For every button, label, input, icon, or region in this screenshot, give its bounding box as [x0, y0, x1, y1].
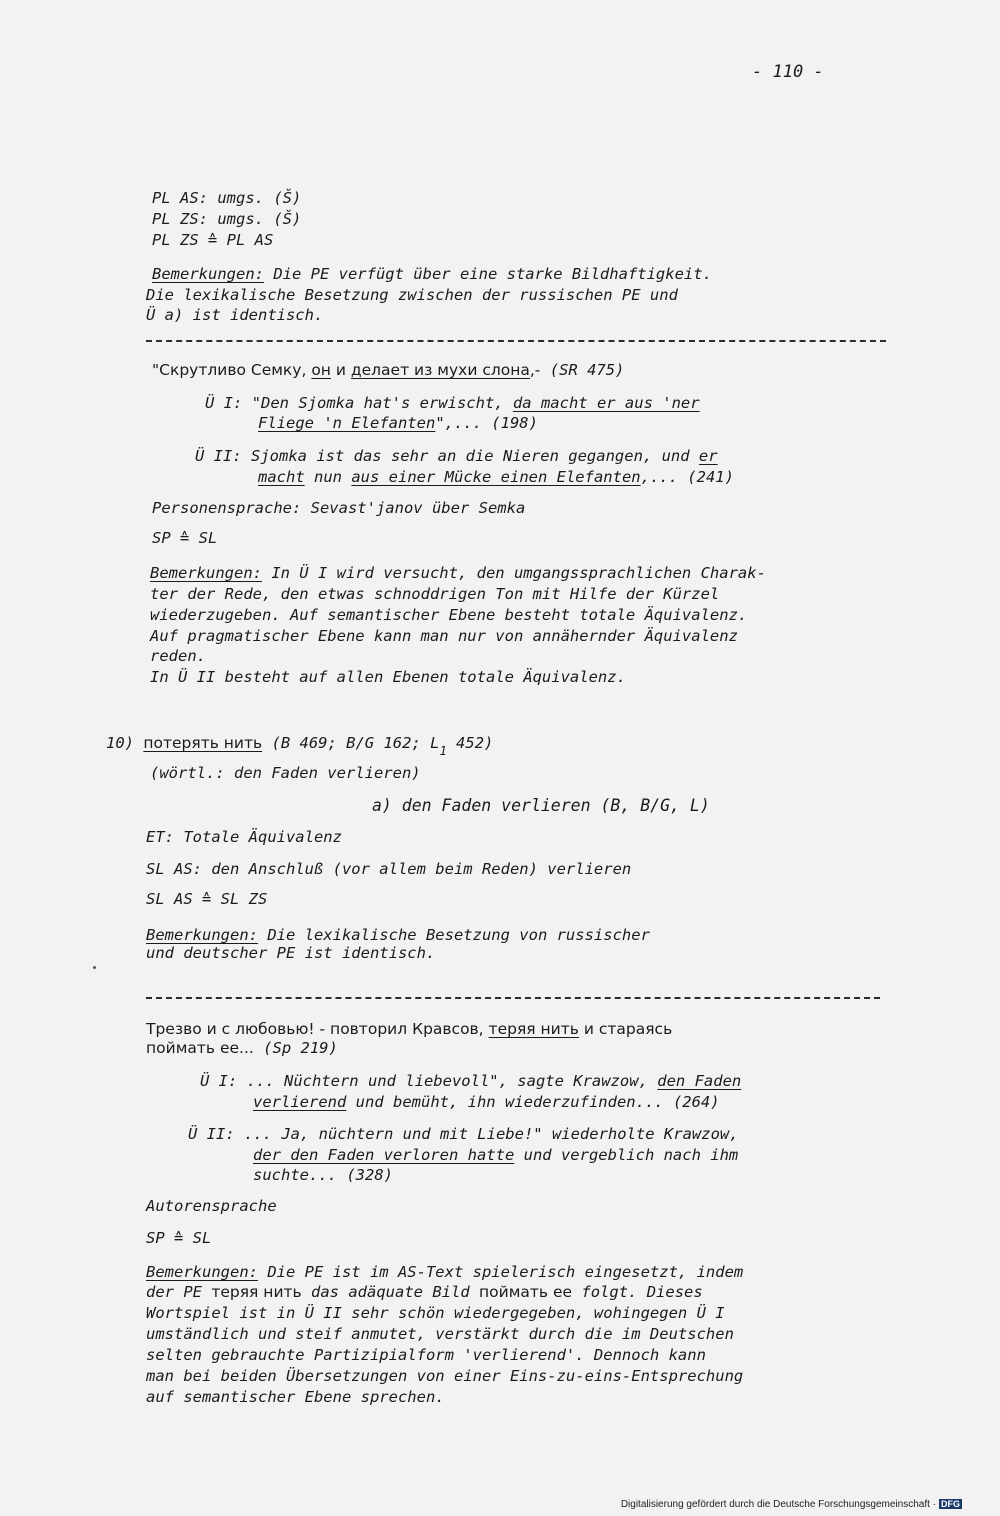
text-line: Die lexikalische Besetzung zwischen der russischen PE und	[146, 286, 678, 304]
text-line: a) den Faden verlieren (B, B/G, L)	[372, 796, 710, 815]
text-line: SL AS: den Anschluß (vor allem beim Reden) verlieren	[146, 860, 632, 878]
dfg-logo: DFG	[941, 1499, 960, 1509]
text-line: In Ü II besteht auf allen Ebenen totale Äquivalenz.	[150, 668, 626, 686]
text-line: wiederzugeben. Auf semantischer Ebene besteht totale Äquivalenz.	[150, 606, 748, 624]
text-line: SP ≙ SL	[146, 1229, 212, 1247]
scan-speck	[93, 966, 96, 969]
text-line: Auf pragmatischer Ebene kann man nur von annähernder Äquivalenz	[150, 627, 738, 645]
entry-heading: 10) потерять нить (B 469; B/G 162; $L_1$ 452)	[106, 734, 494, 758]
text-line: reden.	[150, 647, 206, 665]
footer-text: Digitalisierung gefördert durch die Deutsche Forschungsgemeinschaft ·	[620, 1499, 936, 1510]
remark-paragraph: Bemerkungen: Die lexikalische Besetzung von russischer	[146, 926, 650, 944]
text-line: (wörtl.: den Faden verlieren)	[150, 764, 421, 782]
text-line: PL ZS ≙ PL AS	[152, 231, 274, 249]
text-line: PL ZS: umgs. (Š)	[152, 210, 302, 228]
translation-line: Ü II: ... Ja, nüchtern und mit Liebe!" wiederholte Krawzow,	[188, 1125, 739, 1143]
russian-quote: поймать ее... (Sp 219)	[146, 1039, 338, 1057]
text-line: auf semantischer Ebene sprechen.	[146, 1388, 445, 1406]
text-line: ET: Totale Äquivalenz	[146, 828, 342, 846]
text-line: PL AS: umgs. (Š)	[152, 189, 302, 207]
digitization-footer	[621, 1499, 962, 1510]
text-line: SP ≙ SL	[152, 529, 218, 547]
translation-line: Ü II: Sjomka ist das sehr an die Nieren gegangen, und er	[195, 447, 718, 465]
remark-paragraph: Bemerkungen: Die PE ist im AS-Text spielerisch eingesetzt, indem	[146, 1263, 744, 1281]
text-line: Personensprache: Sevast'janov über Semka	[152, 499, 526, 517]
page-number: - 110 -	[752, 62, 824, 82]
dashed-divider	[146, 997, 880, 999]
translation-line: der den Faden verloren hatte und vergeblich nach ihm	[253, 1146, 739, 1164]
text-line: und deutscher PE ist identisch.	[146, 944, 436, 962]
text-line: Ü a) ist identisch.	[146, 306, 324, 324]
text-line: Autorensprache	[146, 1197, 277, 1215]
remark-paragraph: Bemerkungen: In Ü I wird versucht, den umgangssprachlichen Charak-	[150, 564, 766, 582]
remark-label: Bemerkungen:	[152, 265, 264, 283]
text-line: Wortspiel ist in Ü II sehr schön wiedergegeben, wohingegen Ü I	[146, 1304, 725, 1322]
translation-line: Ü I: "Den Sjomka hat's erwischt, da macht er aus 'ner	[205, 394, 700, 412]
translation-line: Ü I: ... Nüchtern und liebevoll", sagte Krawzow, den Faden	[200, 1072, 742, 1090]
text-line: umständlich und steif anmutet, verstärkt durch die im Deutschen	[146, 1325, 734, 1343]
russian-quote: "Скрутливо Семку, он и делает из мухи слона,- (SR 475)	[152, 361, 625, 379]
translation-line: verlierend und bemüht, ihn wiederzufinden... (264)	[253, 1093, 720, 1111]
translation-line: macht nun aus einer Mücke einen Elefanten,... (241)	[258, 468, 734, 486]
dashed-divider	[146, 340, 886, 342]
russian-quote: Трезво и с любовью! - повторил Кравсов, теряя нить и стараясь	[146, 1020, 673, 1038]
text-line: SL AS ≙ SL ZS	[146, 890, 268, 908]
text-line: ter der Rede, den etwas schnoddrigen Ton mit Hilfe der Kürzel	[150, 585, 720, 603]
text-line: man bei beiden Übersetzungen von einer Eins-zu-eins-Entsprechung	[146, 1367, 744, 1385]
translation-line: Fliege 'n Elefanten",... (198)	[258, 414, 538, 432]
translation-line: suchte... (328)	[253, 1166, 393, 1184]
text-line: der PE теряя нить das adäquate Bild поймать ее folgt. Dieses	[146, 1283, 703, 1301]
remark-paragraph: Bemerkungen: Die PE verfügt über eine starke Bildhaftigkeit.	[152, 265, 712, 283]
text-line: selten gebrauchte Partizipialform 'verlierend'. Dennoch kann	[146, 1346, 706, 1364]
